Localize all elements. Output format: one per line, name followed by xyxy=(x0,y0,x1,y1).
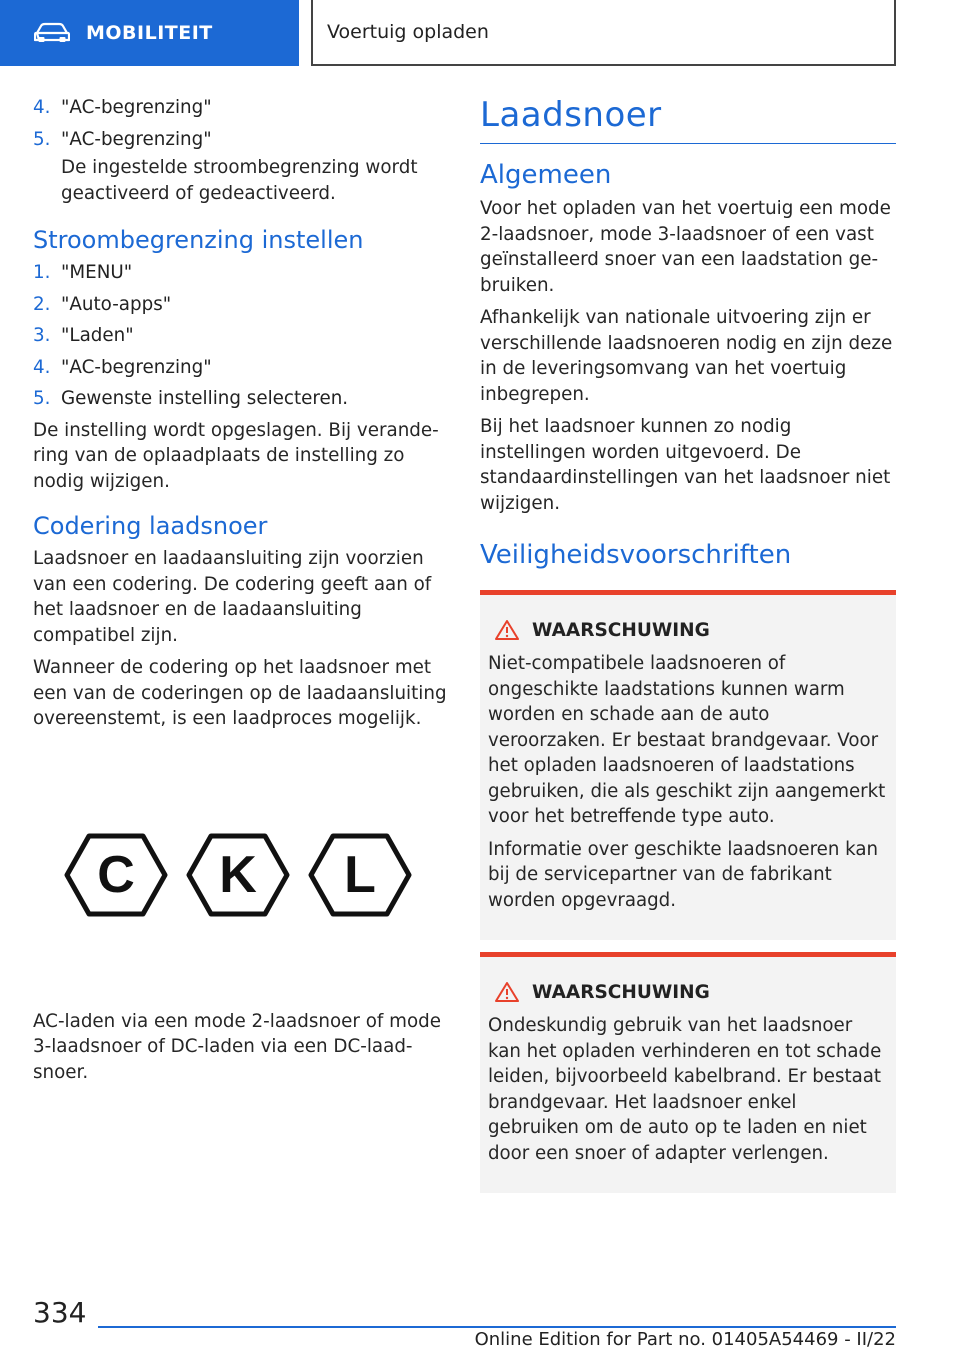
heading-current-limit: Stroombegrenzing instellen xyxy=(33,226,364,254)
left-column xyxy=(33,95,448,1092)
svg-text:L: L xyxy=(344,845,376,904)
coding-symbol-c xyxy=(67,836,165,914)
list-item: 4. "AC-begrenzing" xyxy=(33,356,212,378)
list-item: 3. "Laden" xyxy=(33,325,134,346)
svg-text:K: K xyxy=(219,845,257,904)
edition-info: Online Edition for Part no. 01405A54469 - II/22 xyxy=(474,1329,896,1350)
list-item: 4. "AC-begrenzing" xyxy=(33,97,212,118)
general-paragraph-3: Bij het laadsnoer kunnen zo nodig instellingen worden uitgevoerd. De standaardinstellingen van het laadsnoer niet wijzigen. xyxy=(480,416,891,514)
general-paragraph-2: Afhankelijk van nationale uitvoering zijn er verschillende laadsnoeren nodig en zijn deze in de leveringsomvang van het voertuig inbegrepen. xyxy=(480,307,893,405)
warning-triangle-icon xyxy=(494,981,520,1003)
figure-caption: AC-laden via een mode 2-laadsnoer of mode 3-laadsnoer of DC-laden via een DC-laadsnoer. xyxy=(33,1010,441,1083)
warning-box-1 xyxy=(480,590,896,940)
warning-title: WAARSCHUWING xyxy=(532,981,710,1003)
list-note: De ingestelde stroombegrenzing wordt geactiveerd of gedeactiveerd. xyxy=(61,157,418,204)
list-item: 5. "AC-begrenzing" xyxy=(33,128,212,150)
warning-paragraph: Informatie over geschikte laadsnoeren kan bij de servicepartner van de fabrikant worden opgevraagd. xyxy=(488,838,879,911)
coding-symbol-k xyxy=(189,836,287,914)
heading-general: Algemeen xyxy=(480,160,612,190)
list-item: 5. Gewenste instelling selecteren. xyxy=(33,388,349,409)
heading-coding: Codering laadsnoer xyxy=(33,512,268,540)
warning-header xyxy=(488,619,888,641)
heading-safety: Veiligheidsvoorschriften xyxy=(480,540,792,570)
section-title: Laadsnoer xyxy=(480,95,896,144)
current-steps xyxy=(33,260,448,412)
coding-figure xyxy=(33,775,448,975)
general-paragraph-1: Voor het opladen van het voertuig een mode 2-laadsnoer, mode 3-laadsnoer of een vast geïnstalleerd snoer van een laadstation gebruiken. xyxy=(480,198,891,296)
page-number: 334 xyxy=(33,1296,87,1329)
chapter-title: Voertuig opladen xyxy=(311,0,896,66)
right-column xyxy=(480,95,896,1193)
warning-box-2 xyxy=(480,952,896,1193)
warning-paragraph: Niet-compatibele laadsnoeren of ongeschikte laadstations kunnen warm worden en schade aan de auto veroorzaken. Er bestaat brandgevaar. Voor het opladen laadsnoeren of laadstations gebruiken, die als geschikt zijn aangemerkt voor het betreffende type auto. xyxy=(488,653,886,827)
warning-title: WAARSCHUWING xyxy=(532,619,710,641)
footer-divider xyxy=(98,1326,896,1328)
page-header xyxy=(0,0,960,66)
warning-header xyxy=(488,981,888,1003)
warning-triangle-icon xyxy=(494,619,520,641)
list-item: 1. "MENU" xyxy=(33,262,133,283)
car-icon xyxy=(34,22,70,44)
list-item: 2. "Auto-apps" xyxy=(33,293,172,315)
top-list xyxy=(33,95,448,152)
warning-paragraph: Ondeskundig gebruik van het laadsnoer kan het opladen verhinderen en tot schade leiden, bijvoorbeeld kabelbrand. Er bestaat brandgevaar. Het laadsnoer enkel gebruiken om de auto op te laden en niet door een snoer of adapter verlengen. xyxy=(488,1015,882,1164)
svg-text:C: C xyxy=(97,845,135,904)
section-tab xyxy=(0,0,299,66)
coding-symbol-l xyxy=(311,836,409,914)
coding-paragraph-2: Wanneer de codering op het laadsnoer met een van de coderingen op de laadaansluiting overeenstemt, is een laadproces mogelijk. xyxy=(33,657,447,729)
coding-paragraph-1: Laadsnoer en laadaansluiting zijn voorzien van een codering. De codering geeft aan of het laadsnoer en de laadaansluiting compatibel zijn. xyxy=(33,548,432,646)
section-label: MOBILITEIT xyxy=(86,22,213,44)
current-note: De instelling wordt opgeslagen. Bij verandering van de oplaadplaats de instelling zo nodig wijzigen. xyxy=(33,419,439,492)
